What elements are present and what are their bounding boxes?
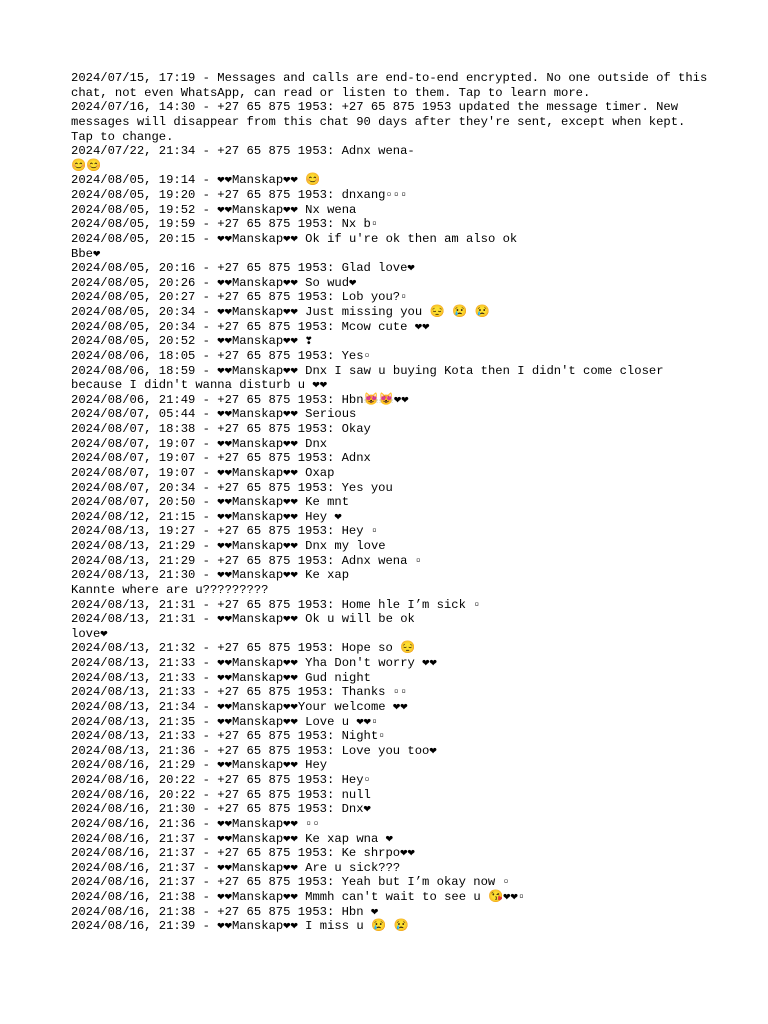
- chat-message-line: 2024/08/07, 19:07 - ❤❤Manskap❤❤ Dnx: [71, 436, 328, 451]
- chat-message-line: 2024/07/16, 14:30 - +27 65 875 1953: +27 65 875 1953 updated the message timer. New messages will disappear from this chat 90 days after they're sent, except when kept. Tap to change.: [71, 100, 693, 144]
- chat-message-line: 2024/08/13, 21:29 - +27 65 875 1953: Adnx wena ▫: [71, 553, 423, 568]
- chat-message-line: 2024/08/13, 21:31 - +27 65 875 1953: Home hle I’m sick ▫: [71, 597, 481, 612]
- chat-message-line: 2024/08/13, 21:34 - ❤❤Manskap❤❤Your welcome ❤❤: [71, 699, 408, 714]
- chat-message-line: 2024/08/13, 21:33 - ❤❤Manskap❤❤ Yha Don't worry ❤❤: [71, 656, 437, 670]
- chat-message-line: 2024/07/22, 21:34 - +27 65 875 1953: Adnx wena- 😊😊: [71, 144, 415, 173]
- chat-message-line: 2024/08/05, 20:52 - ❤❤Manskap❤❤ ❣: [71, 334, 313, 349]
- chat-message-line: 2024/08/13, 21:35 - ❤❤Manskap❤❤ Love u ❤❤▫: [71, 714, 379, 729]
- chat-message-line: 2024/08/06, 18:05 - +27 65 875 1953: Yes▫: [71, 348, 371, 363]
- chat-message-line: 2024/08/16, 21:38 - +27 65 875 1953: Hbn ❤: [71, 904, 379, 919]
- chat-message-line: 2024/08/16, 21:38 - ❤❤Manskap❤❤ Mmmh can't wait to see u 😘❤❤▫: [71, 890, 526, 904]
- chat-message-line: 2024/08/13, 21:33 - ❤❤Manskap❤❤ Gud night: [71, 670, 371, 685]
- chat-export-text: [71, 71, 715, 934]
- chat-message-line: 2024/08/05, 20:34 - +27 65 875 1953: Mcow cute ❤❤: [71, 319, 430, 334]
- chat-message-line: 2024/08/16, 21:37 - ❤❤Manskap❤❤ Ke xap wna ❤: [71, 831, 393, 846]
- chat-message-line: 2024/08/05, 19:20 - +27 65 875 1953: dnxang▫▫▫: [71, 188, 408, 202]
- chat-message-line: 2024/08/07, 05:44 - ❤❤Manskap❤❤ Serious: [71, 407, 357, 422]
- chat-message-line: 2024/08/05, 20:15 - ❤❤Manskap❤❤ Ok if u're ok then am also ok Bbe❤: [71, 231, 518, 261]
- chat-message-line: 2024/08/16, 21:29 - ❤❤Manskap❤❤ Hey: [71, 758, 328, 773]
- chat-message-line: 2024/08/13, 21:36 - +27 65 875 1953: Love you too❤: [71, 743, 437, 758]
- chat-message-line: 2024/08/07, 20:34 - +27 65 875 1953: Yes you: [71, 480, 393, 495]
- chat-message-line: 2024/08/13, 21:31 - ❤❤Manskap❤❤ Ok u will be ok love❤: [71, 612, 415, 641]
- chat-message-line: 2024/08/07, 20:50 - ❤❤Manskap❤❤ Ke mnt: [71, 495, 350, 510]
- chat-message-line: 2024/08/05, 20:34 - ❤❤Manskap❤❤ Just missing you 😔 😢 😢: [71, 305, 490, 319]
- chat-message-line: 2024/08/06, 21:49 - +27 65 875 1953: Hbn😻😻❤❤: [71, 392, 409, 407]
- chat-message-line: 2024/08/05, 20:16 - +27 65 875 1953: Glad love❤: [71, 261, 415, 276]
- chat-message-line: 2024/08/16, 21:36 - ❤❤Manskap❤❤ ▫▫: [71, 816, 320, 831]
- chat-message-line: 2024/08/13, 21:32 - +27 65 875 1953: Hope so 😔: [71, 641, 416, 656]
- chat-message-line: 2024/08/16, 21:37 - ❤❤Manskap❤❤ Are u sick???: [71, 860, 401, 875]
- chat-message-line: 2024/08/13, 21:29 - ❤❤Manskap❤❤ Dnx my love: [71, 539, 386, 553]
- chat-message-line: 2024/08/13, 21:33 - +27 65 875 1953: Thanks ▫▫: [71, 685, 408, 700]
- chat-message-line: 2024/08/16, 20:22 - +27 65 875 1953: null: [71, 787, 371, 802]
- chat-message-line: 2024/08/05, 20:26 - ❤❤Manskap❤❤ So wud❤: [71, 275, 357, 290]
- chat-message-line: 2024/08/05, 19:14 - ❤❤Manskap❤❤ 😊: [71, 173, 321, 188]
- chat-message-line: 2024/08/13, 21:33 - +27 65 875 1953: Night▫: [71, 729, 386, 744]
- chat-message-line: 2024/08/13, 19:27 - +27 65 875 1953: Hey ▫: [71, 524, 379, 539]
- chat-message-line: 2024/08/12, 21:15 - ❤❤Manskap❤❤ Hey ❤: [71, 509, 342, 524]
- chat-message-line: 2024/08/05, 19:52 - ❤❤Manskap❤❤ Nx wena: [71, 202, 357, 217]
- chat-message-line: 2024/08/07, 18:38 - +27 65 875 1953: Okay: [71, 422, 371, 436]
- chat-message-line: 2024/08/06, 18:59 - ❤❤Manskap❤❤ Dnx I saw u buying Kota then I didn't come closer because I didn't wanna disturb u ❤❤: [71, 363, 671, 393]
- chat-message-line: 2024/08/16, 21:39 - ❤❤Manskap❤❤ I miss u 😢 😢: [71, 919, 409, 934]
- chat-message-line: 2024/08/16, 21:37 - +27 65 875 1953: Yeah but I’m okay now ▫: [71, 875, 510, 890]
- chat-message-line: 2024/08/16, 21:30 - +27 65 875 1953: Dnx❤: [71, 802, 371, 817]
- chat-message-line: 2024/08/07, 19:07 - +27 65 875 1953: Adnx: [71, 451, 371, 466]
- chat-message-line: 2024/08/16, 20:22 - +27 65 875 1953: Hey▫: [71, 773, 371, 787]
- chat-message-line: 2024/08/05, 19:59 - +27 65 875 1953: Nx b▫: [71, 217, 379, 232]
- chat-message-line: 2024/08/13, 21:30 - ❤❤Manskap❤❤ Ke xap Kannte where are u?????????: [71, 568, 350, 597]
- chat-message-line: 2024/08/05, 20:27 - +27 65 875 1953: Lob you?▫: [71, 290, 408, 305]
- chat-message-line: 2024/08/16, 21:37 - +27 65 875 1953: Ke shrpo❤❤: [71, 846, 415, 861]
- chat-message-line: 2024/07/15, 17:19 - Messages and calls are end-to-end encrypted. No one outside of this chat, not even WhatsApp, can read or listen to them. Tap to learn more.: [71, 71, 715, 100]
- chat-message-line: 2024/08/07, 19:07 - ❤❤Manskap❤❤ Oxap: [71, 465, 335, 480]
